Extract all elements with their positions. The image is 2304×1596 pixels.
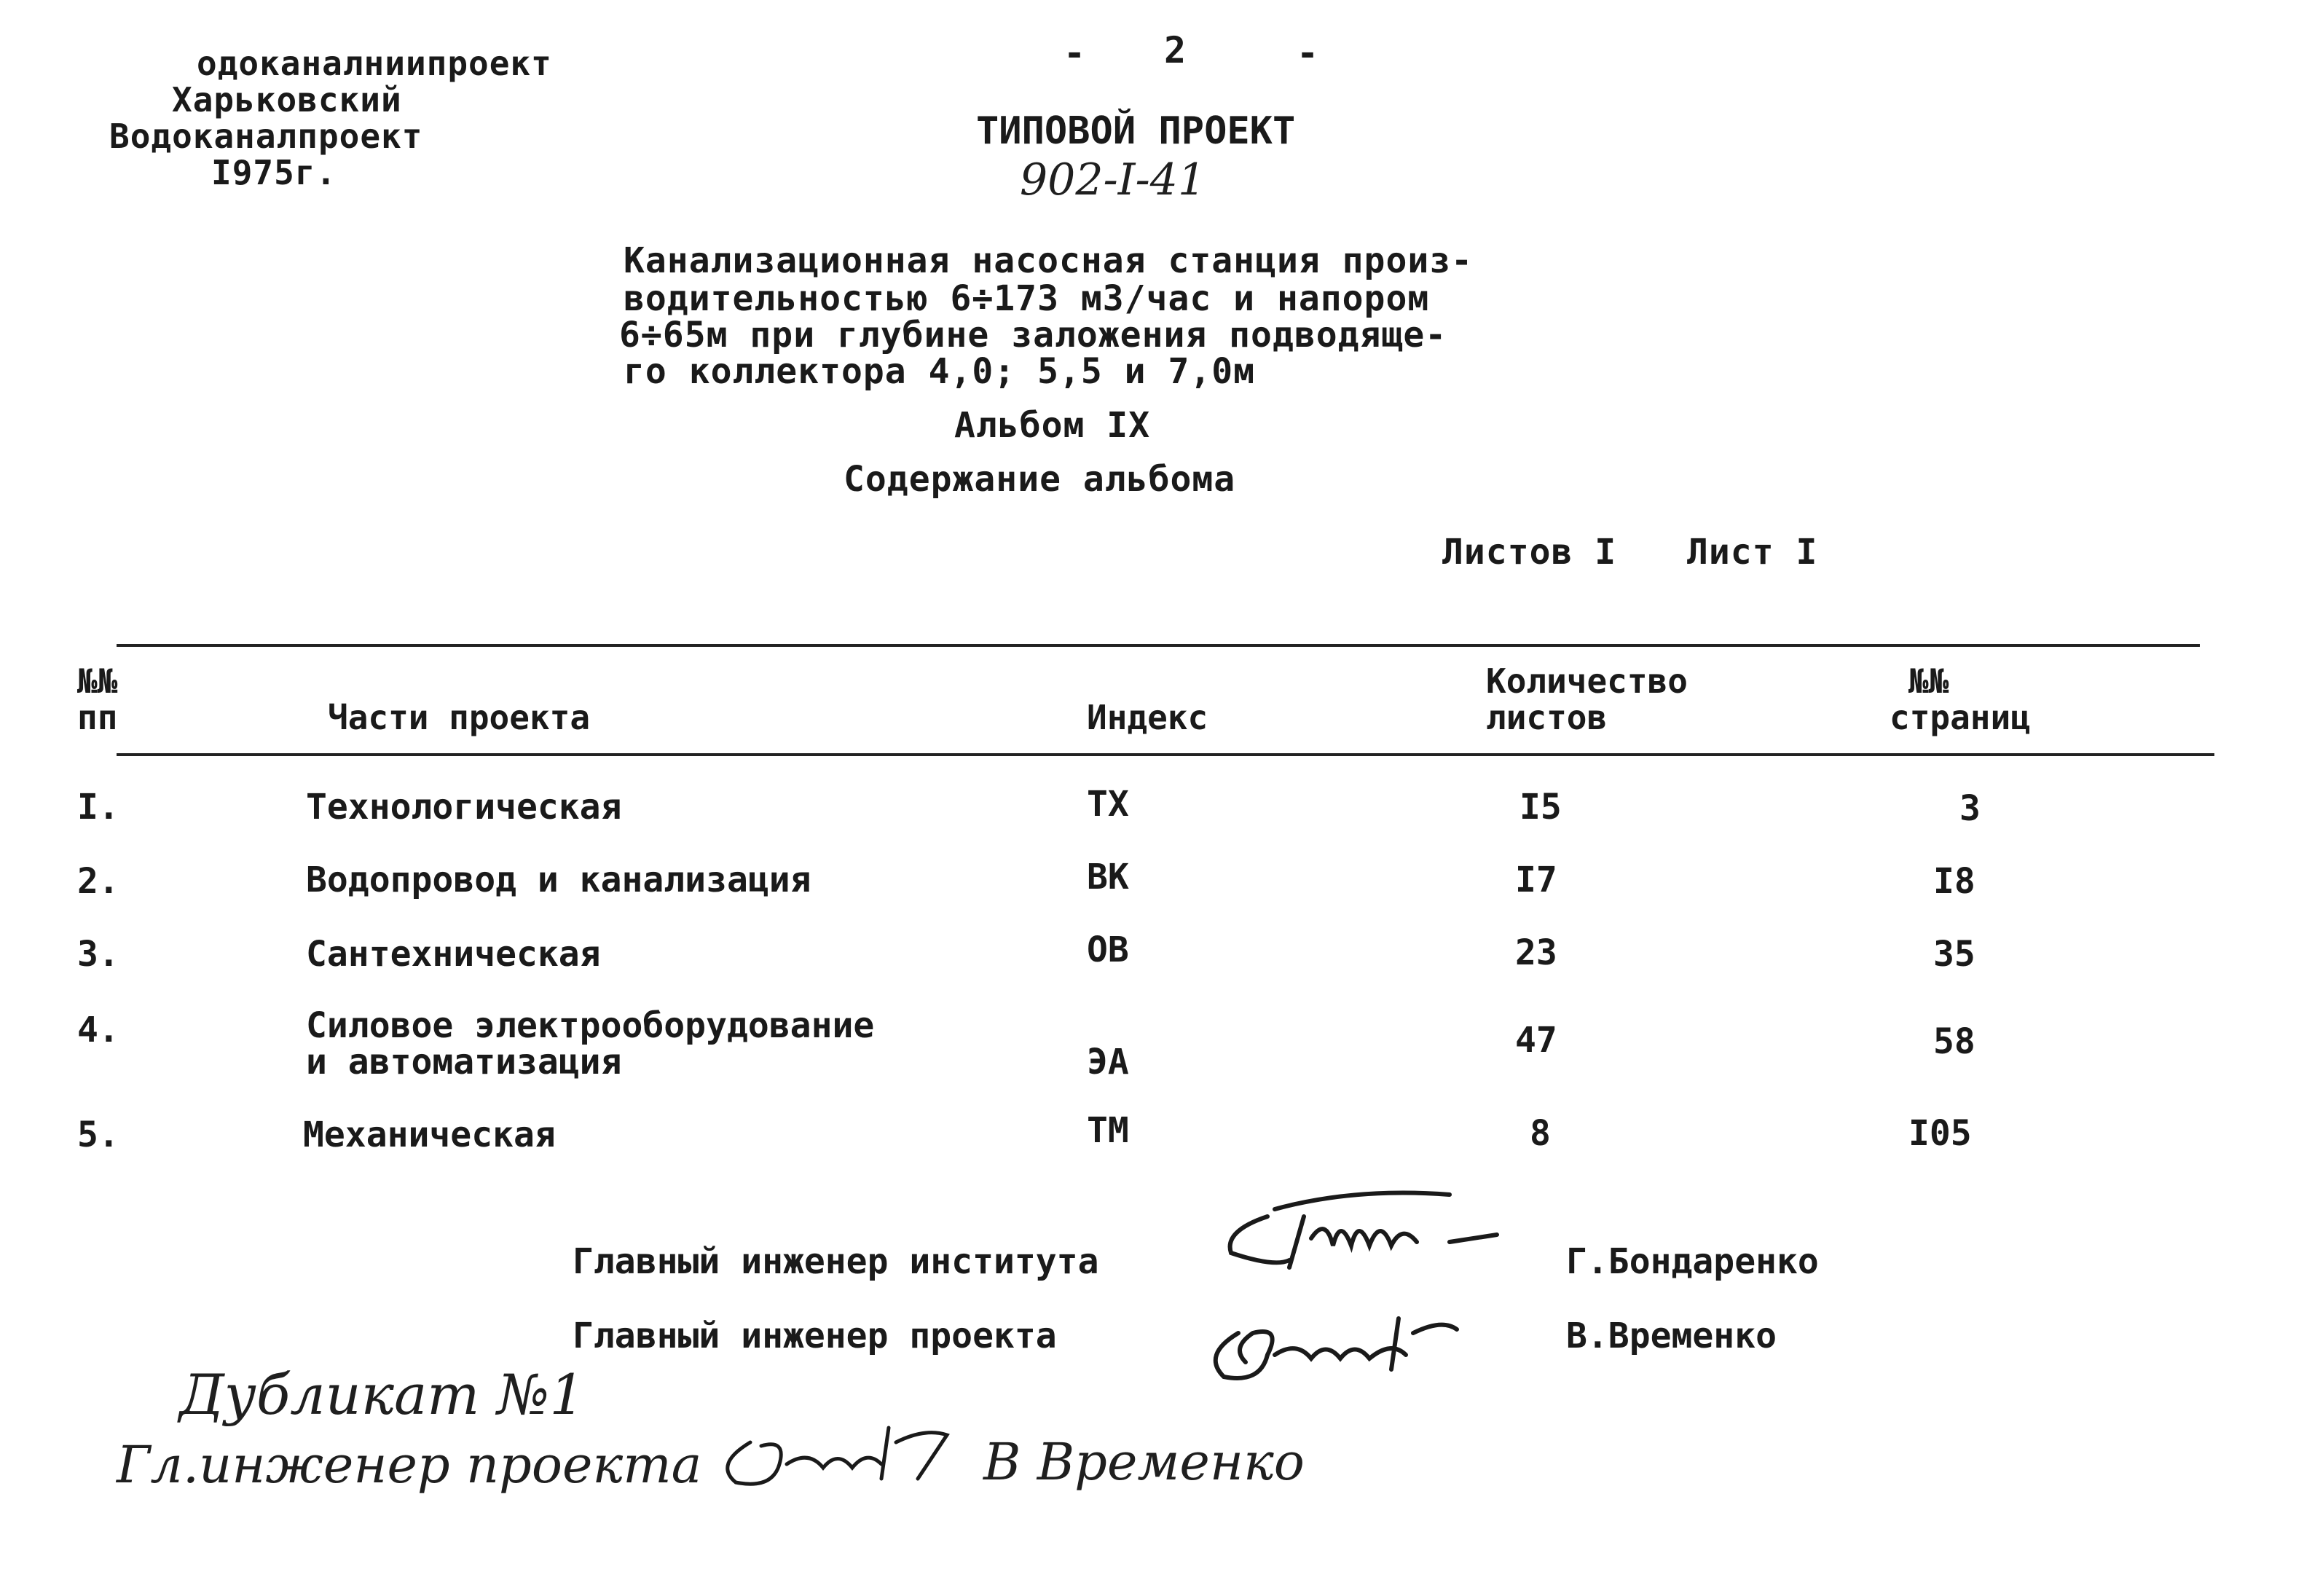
sheets-total: Листов I <box>1442 532 1617 573</box>
row-2-index: ВК <box>1087 857 1129 897</box>
header-parts: Части проекта <box>328 698 591 737</box>
row-1-part: Технологическая <box>306 787 622 828</box>
row-5-index: ТМ <box>1087 1110 1129 1151</box>
row-4-index: ЭА <box>1087 1042 1129 1082</box>
row-4-sheets: 47 <box>1515 1020 1557 1061</box>
row-1-page: 3 <box>1959 788 1981 829</box>
row-3-sheets: 23 <box>1515 932 1557 973</box>
page-dash-right: - <box>1297 32 1319 74</box>
sheet-current: Лист I <box>1687 532 1818 573</box>
header-num-line1: №№ <box>77 661 118 701</box>
row-5-part: Механическая <box>303 1115 556 1155</box>
row-3-num: 3. <box>77 934 119 975</box>
signature-vremenko <box>1180 1289 1486 1399</box>
doc-type-title: ТИПОВОЙ ПРОЕКТ <box>976 109 1296 153</box>
description-line-2: водительностью 6÷173 м3/час и напором <box>624 278 1430 319</box>
chief-project-role: Главный инженер проекта <box>573 1316 1057 1356</box>
header-pages-line2: страниц <box>1890 698 2031 737</box>
album-contents-title: Содержание альбома <box>844 459 1236 500</box>
album-label: Альбом IX <box>954 405 1151 446</box>
row-2-sheets: I7 <box>1515 860 1557 900</box>
row-3-index: ОВ <box>1087 929 1129 970</box>
org-line-3: Водоканалпроект <box>109 117 423 156</box>
row-5-page: I05 <box>1908 1113 1972 1154</box>
handwritten-chief-role: Гл.инженер проекта <box>117 1435 702 1495</box>
org-year: I975г. <box>211 153 337 192</box>
chief-institute-role: Главный инженер института <box>573 1241 1099 1282</box>
row-2-page: I8 <box>1933 861 1975 902</box>
row-3-page: 35 <box>1933 934 1975 975</box>
page-dash-left: - <box>1063 32 1086 74</box>
header-pages-line1: №№ <box>1908 661 1949 701</box>
row-4-part: Силовое электрооборудование <box>306 1005 875 1046</box>
header-count-line2: листов <box>1486 698 1608 737</box>
row-4-num: 4. <box>77 1010 119 1050</box>
table-header-rule <box>117 753 2214 756</box>
row-1-index: ТХ <box>1087 784 1129 825</box>
header-index: Индекс <box>1087 698 1208 737</box>
row-2-part: Водопровод и канализация <box>306 860 811 900</box>
org-line-2: Харьковский <box>172 80 402 119</box>
table-top-rule <box>117 644 2200 647</box>
description-line-4: го коллектора 4,0; 5,5 и 7,0м <box>624 351 1256 392</box>
row-4-part-line2: и автоматизация <box>306 1042 622 1082</box>
row-1-sheets: I5 <box>1519 787 1562 828</box>
doc-number: 902-I-41 <box>1020 154 1206 205</box>
duplicate-note: Дубликат №1 <box>179 1362 585 1427</box>
description-line-3: 6÷65м при глубине заложения подводяще- <box>619 315 1447 355</box>
row-5-num: 5. <box>77 1115 119 1155</box>
chief-project-name: В.Временко <box>1566 1316 1777 1356</box>
description-line-1: Канализационная насосная станция произ- <box>624 240 1474 281</box>
handwritten-signature <box>699 1406 976 1501</box>
handwritten-chief-name: В Временко <box>983 1432 1305 1492</box>
org-line-1: одоканалниипроект <box>197 44 552 83</box>
row-1-num: I. <box>77 787 119 828</box>
row-5-sheets: 8 <box>1530 1113 1551 1154</box>
chief-institute-name: Г.Бондаренко <box>1566 1241 1819 1282</box>
page-number: 2 <box>1164 29 1187 71</box>
header-count-line1: Количество <box>1486 661 1688 701</box>
row-4-page: 58 <box>1933 1021 1975 1062</box>
signature-bondarenko <box>1209 1173 1530 1282</box>
header-num-line2: пп <box>77 698 118 737</box>
row-2-num: 2. <box>77 861 119 902</box>
row-3-part: Сантехническая <box>306 934 601 975</box>
